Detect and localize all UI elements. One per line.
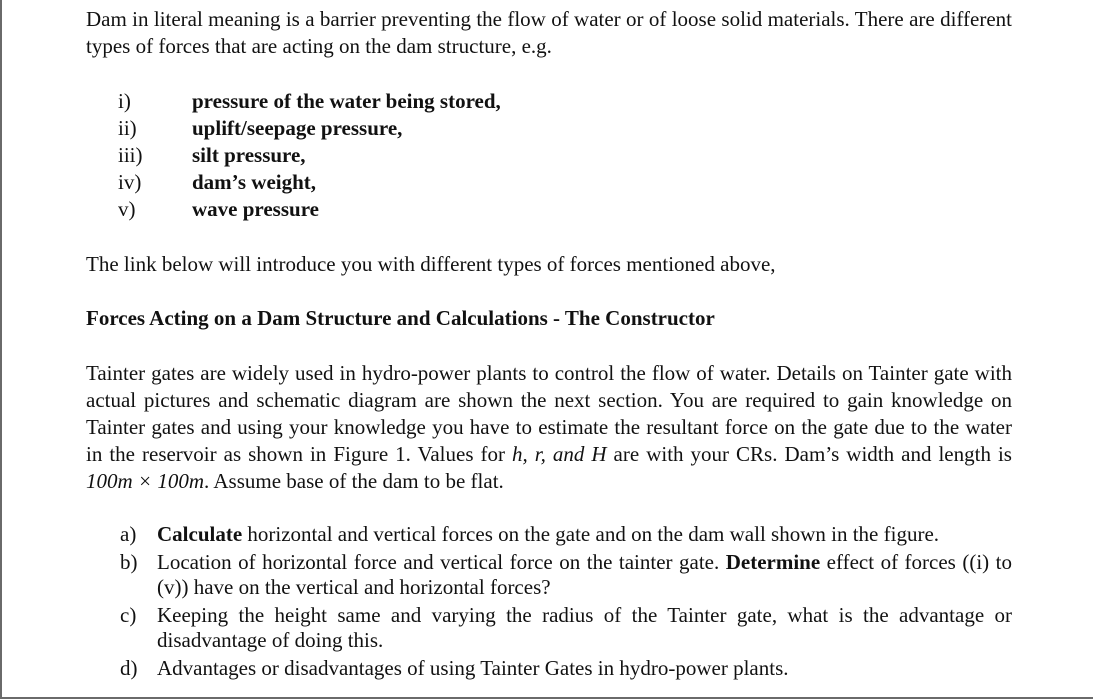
list-item [118, 142, 501, 169]
question-number: b) [120, 550, 138, 574]
list-item-number: ii) [118, 116, 137, 140]
question-text: Advantages or disadvantages of using Tainter Gates in hydro-power plants. [157, 656, 789, 680]
task-paragraph [86, 360, 1012, 495]
list-item-number: v) [118, 197, 136, 221]
task-text-part2: are with your CRs. Dam’s width and length is [606, 442, 1012, 466]
task-text-part3: . Assume base of the dam to be flat. [204, 469, 504, 493]
list-item-text: wave pressure [192, 197, 319, 221]
list-item-text: uplift/seepage pressure, [192, 116, 403, 140]
forces-list [118, 88, 501, 223]
question-item-c [120, 603, 1012, 653]
list-item-number: iii) [118, 143, 143, 167]
question-number: a) [120, 522, 137, 546]
question-number: d) [120, 656, 138, 680]
task-text-part1: Tainter gates are widely used in hydro-power plants to control the flow of water. Details on Tainter gate with actual pictures and schematic diagram are shown the next section. You are required to gain knowledge on Tainter gates and using your knowledge you have to estimate the resultant force on the gate due to the water in the reservoir as shown in Figure 1. Values for [86, 361, 1012, 466]
reference-link[interactable]: Forces Acting on a Dam Structure and Calculations - The Constructor [86, 306, 715, 330]
questions-list [120, 522, 1012, 684]
question-bold-keyword: Calculate [157, 522, 243, 546]
question-bold-keyword: Determine [725, 550, 821, 574]
question-text-body: horizontal and vertical forces on the gate and on the dam wall shown in the figure. [242, 522, 940, 546]
list-item-number: i) [118, 89, 131, 113]
question-item-b [120, 550, 1012, 600]
question-text-body: effect of forces ((i) to (v)) have on the vertical and horizontal forces? [157, 550, 1012, 599]
list-item-text: pressure of the water being stored, [192, 89, 501, 113]
question-item-a [120, 522, 1012, 547]
math-variables: h, r, and H [512, 442, 607, 466]
list-item-number: iv) [118, 170, 142, 194]
math-dimensions: 100m × 100m [86, 469, 205, 493]
list-item [118, 115, 501, 142]
list-item [118, 88, 501, 115]
question-text-body: Location of horizontal force and vertical force on the tainter gate. [157, 550, 726, 574]
list-item [118, 196, 501, 223]
link-intro-paragraph: The link below will introduce you with different types of forces mentioned above, [86, 252, 776, 276]
question-text [157, 550, 1012, 600]
question-text [157, 522, 1012, 547]
list-item-text: dam’s weight, [192, 170, 317, 194]
question-number: c) [120, 603, 137, 627]
list-item [118, 169, 501, 196]
question-item-d [120, 656, 1012, 681]
list-item-text: silt pressure, [192, 143, 306, 167]
intro-paragraph: Dam in literal meaning is a barrier preventing the flow of water or of loose solid materials. There are different types of forces that are acting on the dam structure, e.g. [86, 7, 1012, 58]
question-text: Keeping the height same and varying the radius of the Tainter gate, what is the advantage or disadvantage of doing this. [157, 603, 1012, 652]
